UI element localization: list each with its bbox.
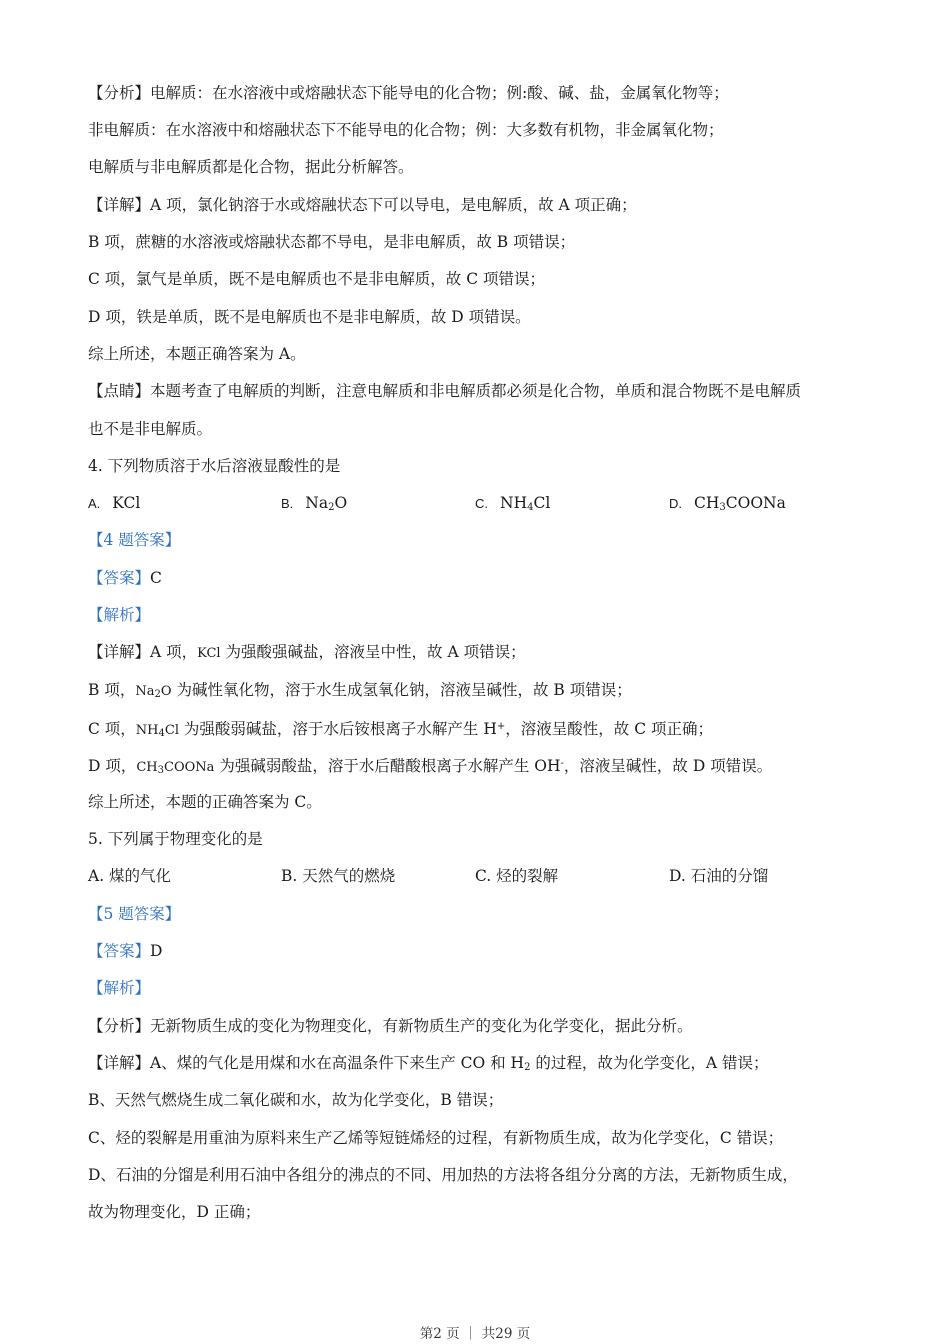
q4-detail-d-mid: 为强碱弱酸盐，溶于水后醋酸根离子水解产生 OH [214, 757, 561, 775]
q5-answer-heading: 【5 题答案】 [88, 905, 181, 923]
q4-detail-c-formula-1: NH [135, 723, 159, 738]
q5-detail-c: C、烃的裂解是用重油为原料来生产乙烯等短链烯烃的过程，有新物质生成，故为化学变化，C 错误； [88, 1129, 784, 1147]
q4-detail-d-sup: - [560, 758, 564, 769]
q4-detail-c-sup: + [496, 721, 506, 732]
q4-detail-d [88, 754, 772, 781]
q4-detail-c [88, 717, 713, 744]
q4-detail-c-prefix: C 项， [88, 720, 136, 738]
q5-stem: 5. 下列属于物理变化的是 [88, 830, 263, 848]
q4-option-a-label: A. [88, 496, 101, 511]
q4-detail-c-formula-sub: 4 [158, 728, 165, 739]
q5-detail-d-line-1: D、石油的分馏是利用石油中各组分的沸点的不同、用加热的方法将各组分分离的方法，无新物质生成， [88, 1166, 798, 1184]
q3-analysis-line-1: 【分析】电解质：在水溶液中或熔融状态下能导电的化合物；例:酸、碱、盐，金属氧化物等； [88, 84, 729, 102]
q4-detail-d-formula-2: COONa [164, 760, 215, 775]
q3-detail-a: 【详解】A 项，氯化钠溶于水或熔融状态下可以导电，是电解质，故 A 项正确； [88, 196, 637, 214]
q4-option-c [475, 493, 550, 518]
q4-option-b-label: B. [281, 496, 294, 511]
q4-answer [88, 568, 162, 588]
q4-summary: 综上所述，本题的正确答案为 C。 [88, 793, 322, 811]
q3-comment-line-2: 也不是非电解质。 [88, 420, 213, 438]
q4-detail-d-rest: ，溶液呈碱性，故 D 项错误。 [563, 757, 773, 775]
q4-option-d-formula-2: COONa [725, 494, 786, 512]
q3-detail-c: C 项，氯气是单质，既不是电解质也不是非电解质，故 C 项错误； [88, 270, 546, 288]
q5-option-d: D. 石油的分馏 [669, 867, 769, 885]
q4-detail-b-formula-2: O [160, 684, 172, 699]
q4-detail-b [88, 680, 632, 705]
q4-option-c-formula-2: Cl [533, 494, 551, 512]
q4-detail-d-formula-1: CH [136, 760, 158, 775]
q5-detail-b: B、天然气燃烧生成二氧化碳和水，故为化学变化，B 错误； [88, 1091, 504, 1109]
q4-option-b-formula-2: O [334, 494, 348, 512]
q5-option-b: B. 天然气的燃烧 [281, 867, 396, 885]
q4-option-c-label: C. [475, 496, 488, 511]
q5-detail-a [88, 1053, 769, 1078]
q4-detail-c-mid: 为强酸弱碱盐，溶于水后铵根离子水解产生 H [179, 720, 497, 738]
q4-option-c-formula-sub: 4 [527, 502, 534, 513]
q5-detail-a-sub: 2 [524, 1062, 531, 1073]
q4-detail-d-prefix: D 项， [88, 757, 137, 775]
q4-detail-a [88, 642, 526, 664]
q4-detail-a-formula: KCl [197, 646, 221, 661]
q4-option-b [281, 493, 347, 518]
q4-stem: 4. 下列物质溶于水后溶液显酸性的是 [88, 457, 341, 475]
q3-detail-b: B 项，蔗糖的水溶液或熔融状态都不导电，是非电解质，故 B 项错误； [88, 233, 576, 251]
q4-option-a-formula: KCl [112, 494, 141, 512]
q4-detail-d-formula-sub: 3 [157, 765, 165, 776]
page-footer: 第2 页 ｜ 共29 页 [419, 1326, 531, 1342]
q4-detail-a-prefix: 【详解】A 项， [88, 643, 198, 661]
q4-detail-b-formula-1: Na [135, 684, 155, 699]
q5-answer-value: D [150, 942, 163, 960]
q5-option-a: A. 煤的气化 [88, 867, 172, 885]
q4-option-d-label: D. [669, 496, 682, 511]
q4-detail-b-prefix: B 项， [88, 681, 136, 699]
q4-detail-b-rest: 为碱性氧化物，溶于水生成氢氧化钠，溶液呈碱性，故 B 项错误； [171, 681, 632, 699]
q4-option-b-formula-1: Na [305, 494, 329, 512]
q5-answer-tag: 【答案】 [88, 942, 151, 960]
q4-option-d [669, 493, 786, 518]
q4-option-d-formula-sub: 3 [719, 502, 726, 513]
q5-analysis-heading: 【解析】 [88, 979, 151, 997]
q4-answer-tag: 【答案】 [88, 569, 151, 587]
q5-option-c: C. 烃的裂解 [475, 867, 559, 885]
q5-answer [88, 941, 162, 961]
q5-analysis: 【分析】无新物质生成的变化为物理变化，有新物质生产的变化为化学变化，据此分析。 [88, 1017, 693, 1035]
q3-analysis-line-3: 电解质与非电解质都是化合物，据此分析解答。 [88, 158, 414, 176]
q3-summary: 综上所述，本题正确答案为 A。 [88, 345, 306, 363]
q4-detail-a-rest: 为强酸强碱盐，溶液呈中性，故 A 项错误； [220, 643, 526, 661]
q3-analysis-line-2: 非电解质：在水溶液中和熔融状态下不能导电的化合物；例：大多数有机物，非金属氧化物； [88, 121, 724, 139]
q4-detail-c-formula-2: Cl [164, 723, 179, 738]
q4-analysis-heading: 【解析】 [88, 606, 151, 624]
q5-detail-d-line-2: 故为物理变化，D 正确； [88, 1203, 261, 1221]
q4-answer-value: C [150, 569, 162, 587]
q4-answer-heading: 【4 题答案】 [88, 531, 181, 549]
q4-option-a [88, 493, 140, 514]
q4-option-d-formula-1: CH [694, 494, 720, 512]
q5-detail-a-part-1: 【详解】A、煤的气化是用煤和水在高温条件下来生产 CO 和 H [88, 1054, 525, 1072]
q4-detail-c-rest: ，溶液呈酸性，故 C 项正确； [505, 720, 713, 738]
q3-comment-line-1: 【点睛】本题考查了电解质的判断，注意电解质和非电解质都必须是化合物，单质和混合物既不是电解质 [88, 382, 802, 400]
q4-detail-b-formula-sub: 2 [154, 689, 161, 700]
q3-detail-d: D 项，铁是单质，既不是电解质也不是非电解质，故 D 项错误。 [88, 308, 531, 326]
q5-detail-a-part-2: 的过程，故为化学变化，A 错误； [530, 1054, 769, 1072]
q4-option-b-formula-sub: 2 [328, 502, 335, 513]
q4-option-c-formula-1: NH [500, 494, 528, 512]
